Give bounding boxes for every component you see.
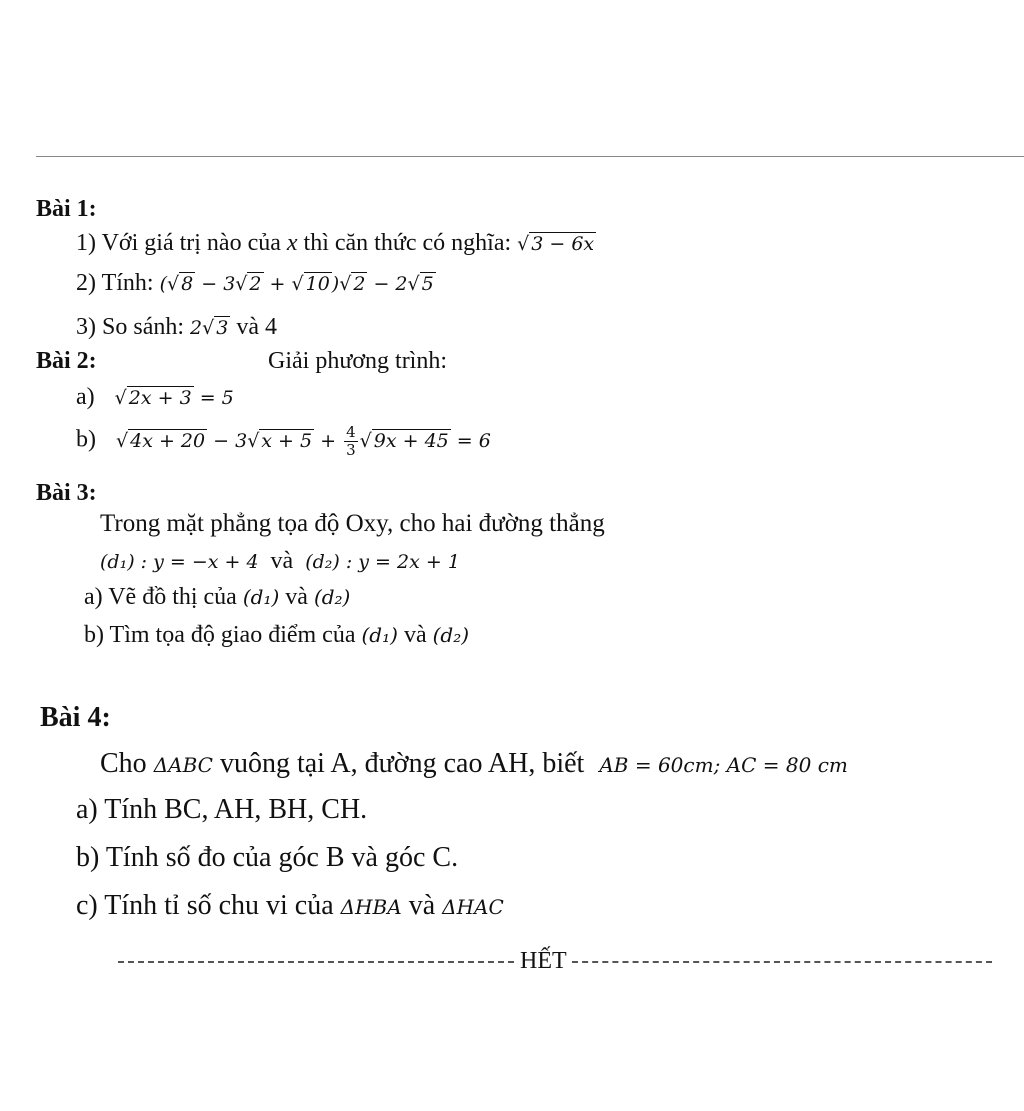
bai4-c: c) Tính tỉ số chu vi của ΔHBA và ΔHAC <box>76 890 504 921</box>
bai2-b-equation: √ 4x + 20 − 3√ x + 5 + $\frac{4}{3}$ √ 9x + 45 = 6 <box>116 423 491 459</box>
bai1-q1: 1) Với giá trị nào của x thì căn thức có nghĩa: √ 3 − 6x <box>76 230 595 256</box>
bai1-q2: 2) Tính: (√ 8 − 3√ 2 + √ 10 )√ 2 − 2√ 5 <box>76 270 434 296</box>
bai2-a-equation: √ 2x + 3 = 5 <box>114 387 234 409</box>
bai3-b: b) Tìm tọa độ giao điểm của (d₁) và (d₂) <box>84 622 470 648</box>
end-dash-right <box>572 961 992 963</box>
bai1-q3: 3) So sánh: 2√ 3 và 4 <box>76 314 277 340</box>
q2-expression: (√ 8 − 3√ 2 + √ 10 )√ 2 − 2√ 5 <box>159 273 434 295</box>
bai2-heading: Giải phương trình: <box>268 348 448 374</box>
bai2-b: b) √ 4x + 20 − 3√ x + 5 + $\frac{4}{3}$ √ 9x + 45 = 6 <box>76 423 491 459</box>
bai3-title: Bài 3: <box>36 480 97 506</box>
q3-radical: 2√ 3 <box>190 317 229 339</box>
bai3-a: a) Vẽ đồ thị của (d₁) và (d₂) <box>84 584 351 610</box>
bai3-intro: Trong mặt phẳng tọa độ Oxy, cho hai đường thẳng <box>100 510 605 537</box>
bai2-title: Bài 2: <box>36 348 97 374</box>
bai4-title: Bài 4: <box>40 702 111 733</box>
bai4-intro: Cho ΔABC vuông tại A, đường cao AH, biết AB = 60cm; AC = 80 cm <box>100 748 848 779</box>
bai4-b: b) Tính số đo của góc B và góc C. <box>76 842 459 873</box>
bai3-lines: (d₁) : y = −x + 4 và (d₂) : y = 2x + 1 <box>100 548 460 574</box>
end-marker: HẾT <box>118 948 992 975</box>
bai4-a: a) Tính BC, AH, BH, CH. <box>76 794 368 825</box>
end-dash-left <box>118 961 514 963</box>
q1-radical: √ 3 − 6x <box>517 233 595 255</box>
bai2-a: a) √ 2x + 3 = 5 <box>76 384 234 410</box>
bai1-title: Bài 1: <box>36 196 97 222</box>
fraction: $\frac{4}{3}$ <box>346 423 356 459</box>
top-rule <box>36 156 1024 157</box>
